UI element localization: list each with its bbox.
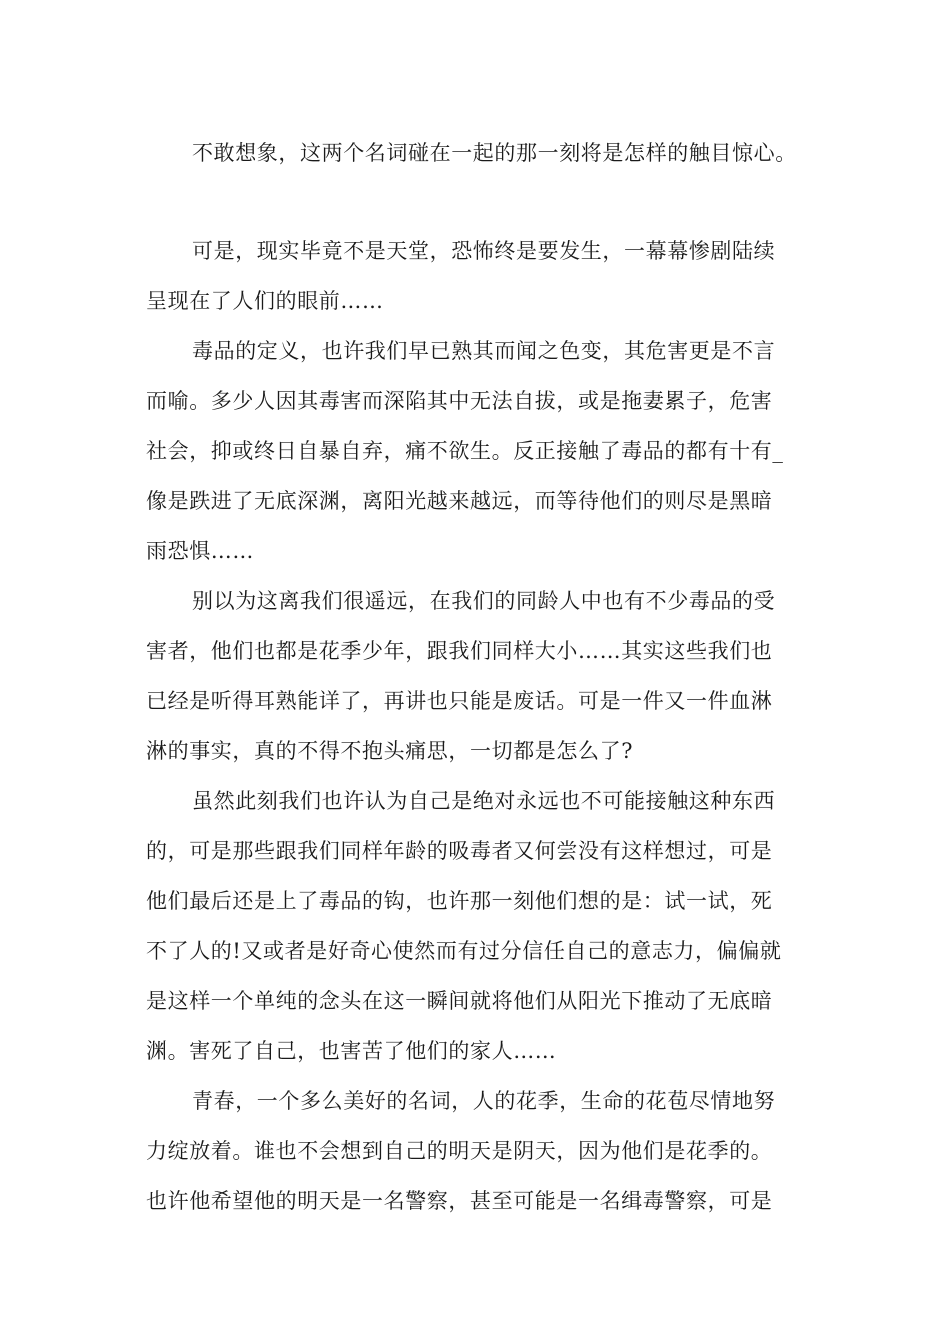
text-line: 害者，他们也都是花季少年，跟我们同样大小……其实这些我们也 — [146, 639, 773, 663]
text-line: 已经是听得耳熟能详了，再讲也只能是废话。可是一件又一件血淋 — [146, 689, 773, 713]
text-line: 呈现在了人们的眼前…… — [146, 289, 384, 313]
text-line: 别以为这离我们很遥远，在我们的同龄人中也有不少毒品的受 — [192, 589, 776, 613]
text-line: 可是，现实毕竟不是天堂，恐怖终是要发生，一幕幕惨剧陆续 — [192, 239, 776, 263]
text-line: 也许他希望他的明天是一名警察，甚至可能是一名缉毒警察，可是 — [146, 1189, 773, 1213]
text-line: 毒品的定义，也许我们早已熟其而闻之色变，其危害更是不言 — [192, 339, 776, 363]
text-line: 社会，抑或终日自暴自弃，痛不欲生。反正接触了毒品的都有十有_ — [146, 439, 784, 463]
text-line: 不了人的!又或者是好奇心使然而有过分信任自己的意志力，偏偏就 — [146, 939, 782, 963]
text-line: 青春，一个多么美好的名词，人的花季，生命的花苞尽情地努 — [192, 1089, 776, 1113]
text-line: 像是跌进了无底深渊，离阳光越来越远，而等待他们的则尽是黑暗 — [146, 489, 773, 513]
text-line: 不敢想象，这两个名词碰在一起的那一刻将是怎样的触目惊心。 — [192, 141, 797, 165]
text-line: 雨恐惧…… — [146, 539, 254, 563]
text-line: 淋的事实，真的不得不抱头痛思，一切都是怎么了? — [146, 739, 634, 763]
text-line: 力绽放着。谁也不会想到自己的明天是阴天，因为他们是花季的。 — [146, 1139, 773, 1163]
text-line: 虽然此刻我们也许认为自己是绝对永远也不可能接触这种东西 — [192, 789, 776, 813]
text-line: 而喻。多少人因其毒害而深陷其中无法自拔，或是拖妻累子，危害 — [146, 389, 773, 413]
text-line: 的，可是那些跟我们同样年龄的吸毒者又何尝没有这样想过，可是 — [146, 839, 773, 863]
text-line: 他们最后还是上了毒品的钩，也许那一刻他们想的是：试一试，死 — [146, 889, 773, 913]
text-line: 是这样一个单纯的念头在这一瞬间就将他们从阳光下推动了无底暗 — [146, 989, 773, 1013]
text-line: 渊。害死了自己，也害苦了他们的家人…… — [146, 1039, 557, 1063]
